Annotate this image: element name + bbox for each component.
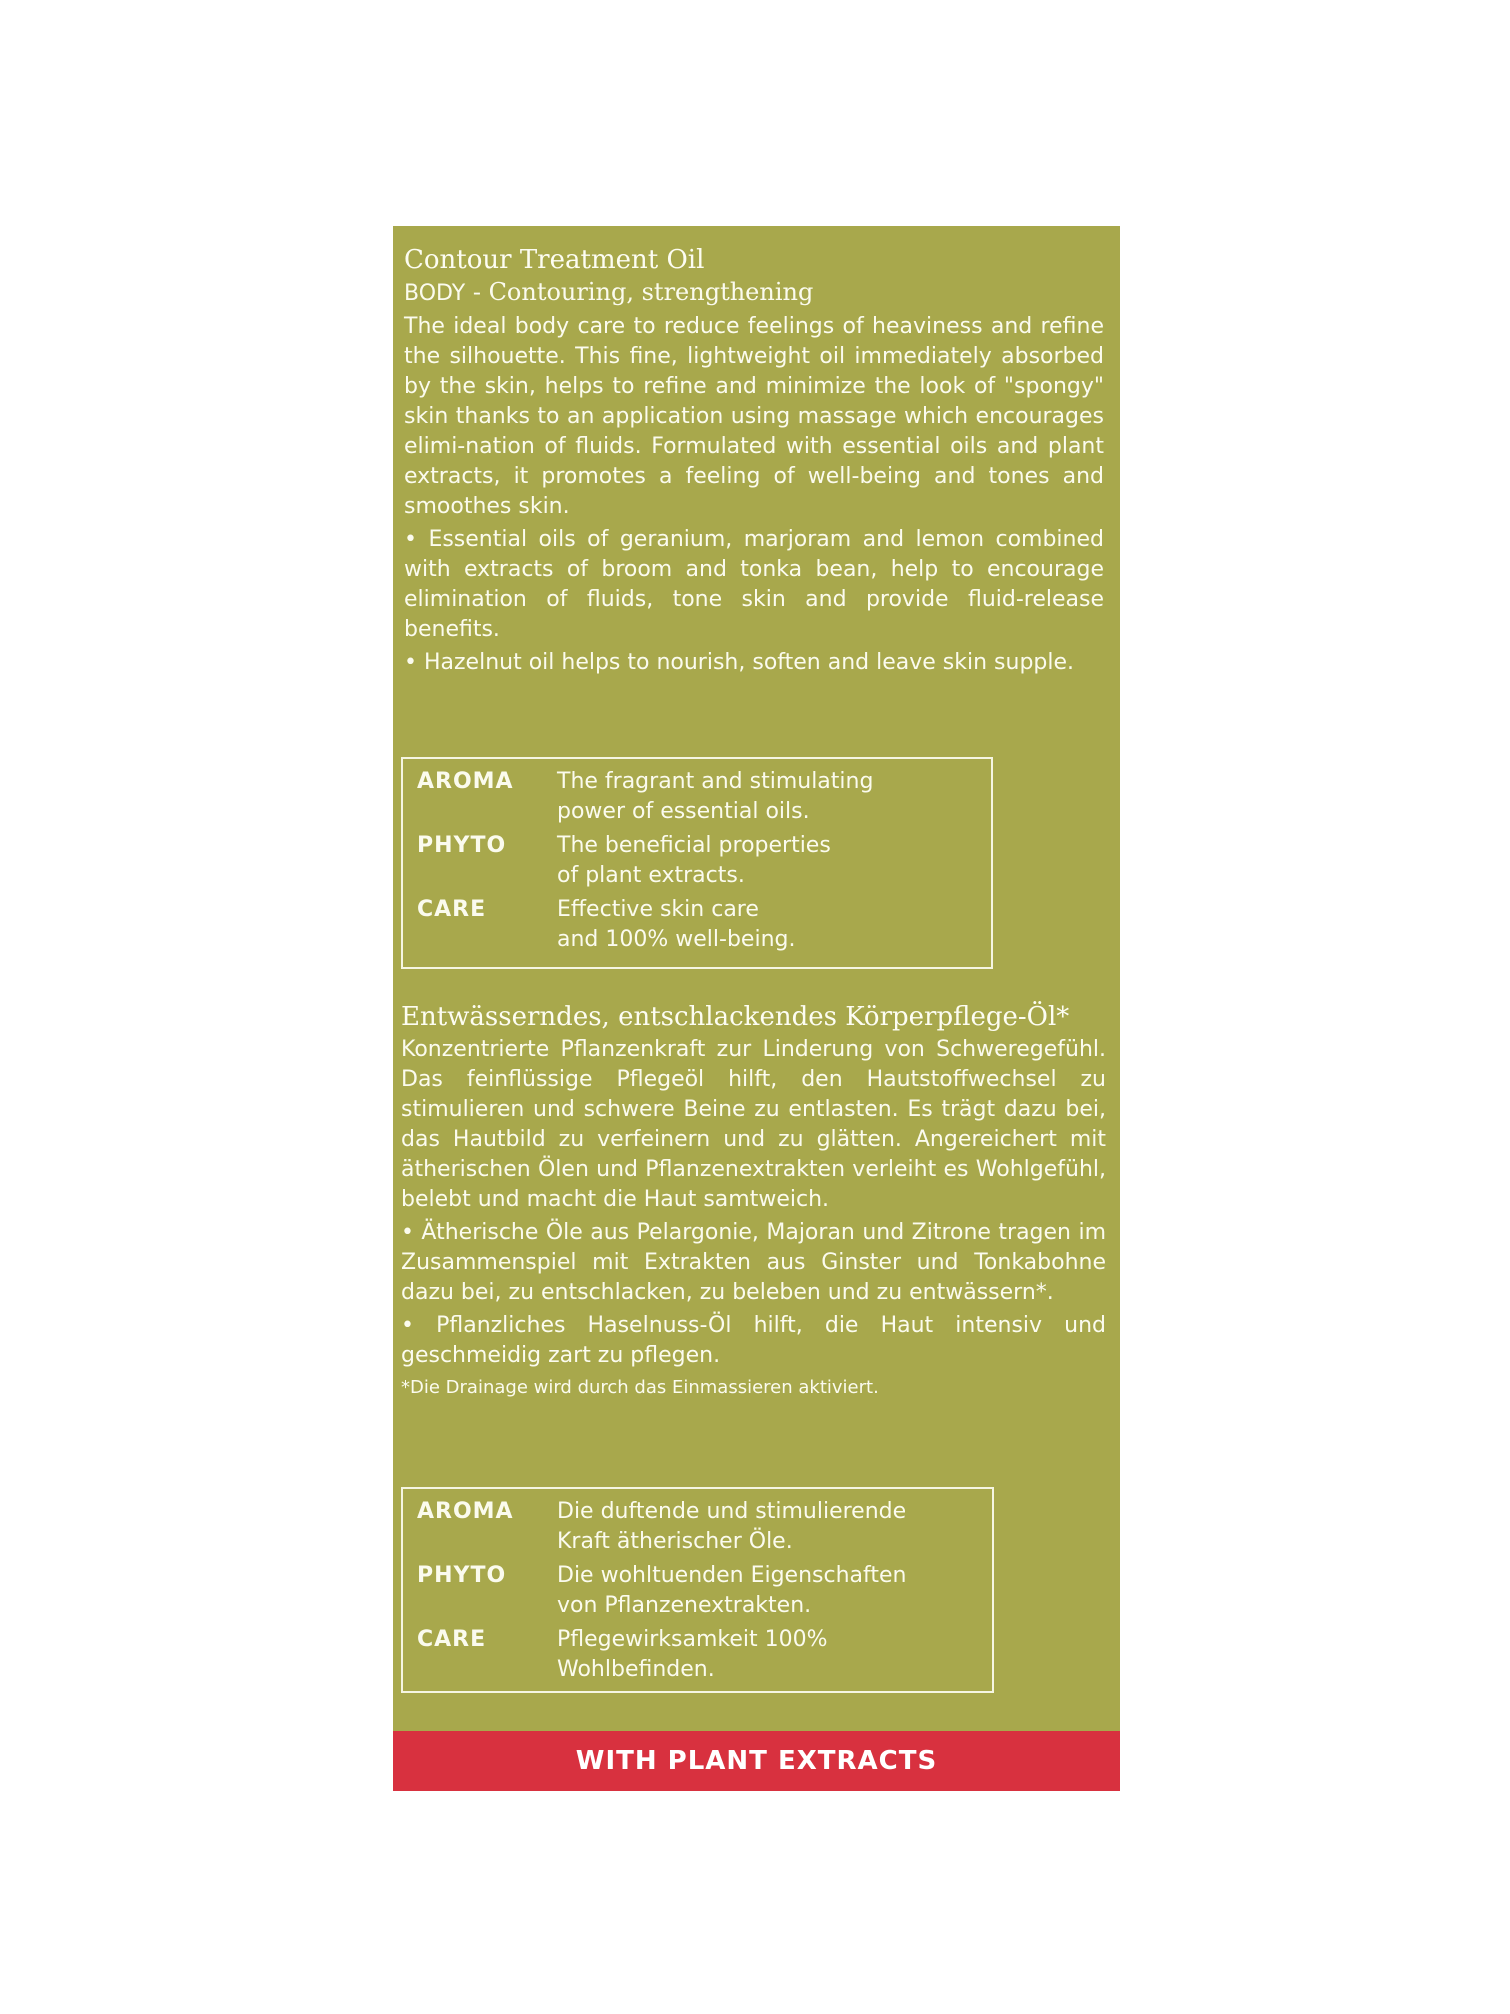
german-benefits-table <box>401 1487 994 1693</box>
table-value: The beneficial properties of plant extracts. <box>557 833 831 888</box>
german-bullet-hazelnut: • Pflanzliches Haselnuss-Öl hilft, die Haut intensiv und geschmeidig zart zu pflegen. <box>401 1313 1106 1368</box>
table-key: PHYTO <box>417 833 507 858</box>
table-row <box>417 767 991 827</box>
product-box-panel <box>393 226 1120 1791</box>
german-footnote: *Die Drainage wird durch das Einmassieren aktiviert. <box>401 1377 879 1398</box>
table-row <box>417 1625 992 1685</box>
table-row <box>417 1497 992 1557</box>
english-bullet-hazelnut: • Hazelnut oil helps to nourish, soften and leave skin supple. <box>404 650 1075 675</box>
english-description: The ideal body care to reduce feelings of heaviness and refine the silhouette. This fine, lightweight oil immediately absorbed by the skin, helps to refine and minimize the look of "spongy" skin thanks to an application using massage which encourages elimi-nation of fluids. Formulated with essential oils and plant extracts, it promotes a feeling of well-being and tones and smoothes skin. <box>404 314 1104 519</box>
german-bullet-oils: • Ätherische Öle aus Pelargonie, Majoran und Zitrone tragen im Zusammenspiel mit Extrakten aus Ginster und Tonkabohne dazu bei, zu entschlacken, zu beleben und zu entwässern*. <box>401 1220 1106 1305</box>
english-subtitle <box>404 276 1104 310</box>
table-row <box>417 831 991 891</box>
english-benefits-table <box>401 757 993 969</box>
german-title: Entwässerndes, entschlackendes Körperpflege-Öl* <box>401 1002 1070 1032</box>
subtitle-claim: - Contouring, strengthening <box>465 278 814 306</box>
table-value: Pflegewirksamkeit 100% Wohlbefinden. <box>557 1627 828 1682</box>
table-value: The fragrant and stimulating power of essential oils. <box>557 769 874 824</box>
german-section <box>401 1001 1106 1401</box>
table-row <box>417 895 991 955</box>
table-key: AROMA <box>417 769 514 794</box>
english-bullet-oils: • Essential oils of geranium, marjoram and lemon combined with extracts of broom and tonka bean, help to encourage elimination of fluids, tone skin and provide fluid-release benefits. <box>404 527 1104 642</box>
table-value: Die wohltuenden Eigenschaften von Pflanzenextrakten. <box>557 1563 907 1618</box>
english-title: Contour Treatment Oil <box>404 245 705 275</box>
table-value: Effective skin care and 100% well-being. <box>557 897 796 952</box>
table-key: CARE <box>417 897 487 922</box>
table-key: AROMA <box>417 1499 514 1524</box>
table-key: CARE <box>417 1627 487 1652</box>
table-row <box>417 1561 992 1621</box>
english-section <box>404 244 1104 678</box>
table-key: PHYTO <box>417 1563 507 1588</box>
plant-extracts-banner: WITH PLANT EXTRACTS <box>393 1731 1120 1791</box>
german-description: Konzentrierte Pflanzenkraft zur Linderung von Schweregefühl. Das feinflüssige Pflegeöl hilft, den Hautstoffwechsel zu stimulieren und schwere Beine zu entlasten. Es trägt dazu bei, das Hautbild zu verfeinern und zu glätten. Angereichert mit ätherischen Ölen und Pflanzenextrakten verleiht es Wohlgefühl, belebt und macht die Haut samtweich. <box>401 1037 1106 1212</box>
subtitle-category: BODY <box>404 281 466 306</box>
table-value: Die duftende und stimulierende Kraft ätherischer Öle. <box>557 1499 907 1554</box>
